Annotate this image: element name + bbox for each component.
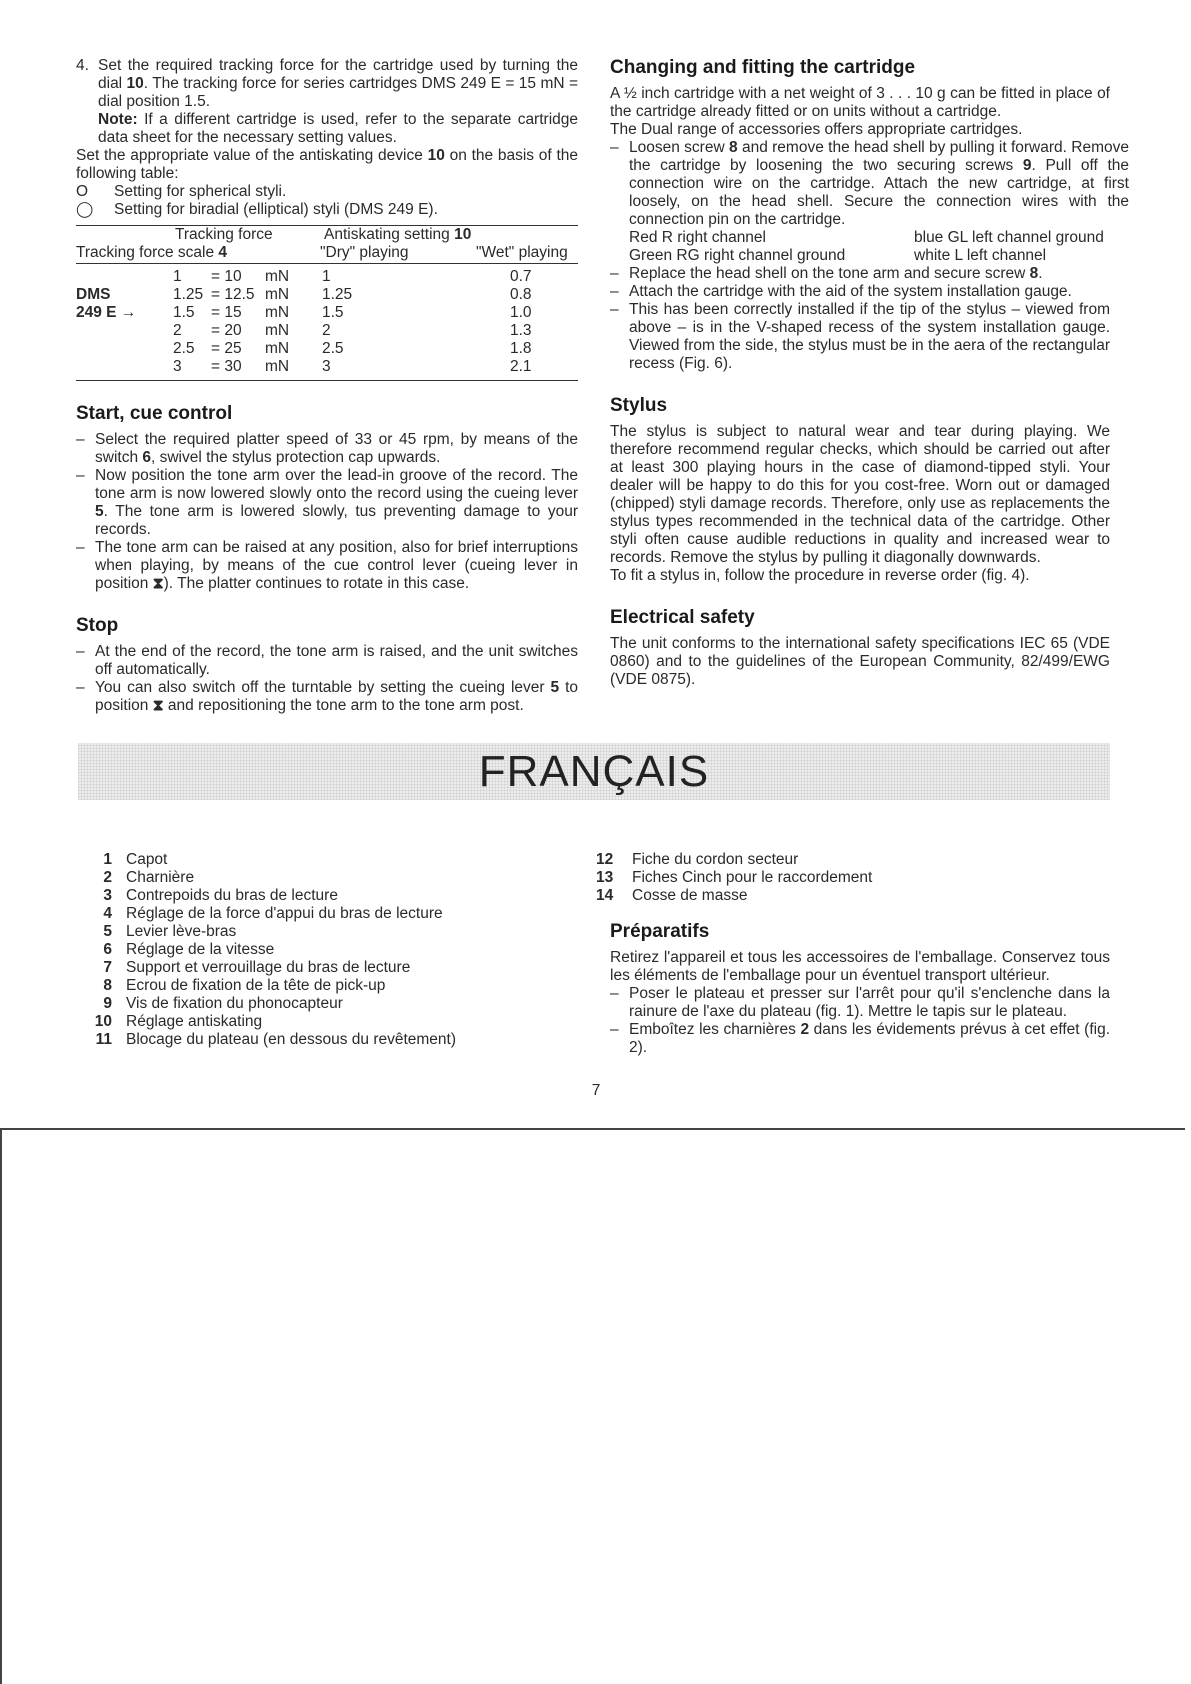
section-heading: Stylus [610, 395, 668, 416]
list-item: – Select the required platter speed of 33 or 45 rpm, by means of the switch 6, swivel the stylus protection cap upwards. [76, 431, 578, 466]
dms-label: DMS [76, 286, 111, 303]
list-item: 5 Levier lève-bras [103, 923, 237, 940]
list-item: – Loosen screw 8 and remove the head shell by pulling it forward. Remove the cartridge by loosening the two securing screws 9. Pull off the connection wire on the cartridge. Attach the new cartridge, at first loosely, on the head shell. Secure the connection wires with the connection pin on the cartridge. Red R right channel blue GL left channel ground Green RG right channel ground white L left channel [610, 139, 1130, 264]
list-item: 10 Réglage antiskating [94, 1013, 263, 1030]
ellipse-icon: ◯ [76, 201, 94, 218]
electrical-safety-section: Electrical safety The unit conforms to the international safety specifications IEC 65 (VDE 0860) and to the guidelines of the European Community, 82/499/EWG (VDE 0875). [610, 607, 1110, 688]
list-item: – Replace the head shell on the tone arm and secure screw 8. [610, 265, 1043, 282]
left-edge-rule [0, 1128, 2, 1684]
parts-list-right [596, 851, 1110, 905]
bottom-rule [0, 1128, 1185, 1130]
header-wet: "Wet" playing [470, 244, 578, 264]
header-antiskating: Antiskating setting 10 [324, 226, 472, 243]
list-item: – Emboîtez les charnières 2 dans les évidements prévus à cet effet (fig. 2). [610, 1021, 1111, 1056]
list-item: 14 Cosse de masse [596, 887, 748, 904]
table-row: 2 = 20 mN 2 1.3 [173, 322, 532, 339]
list-item: 1 Capot [103, 851, 168, 868]
cue-lever-icon: ⧗ [152, 697, 164, 714]
step-number: 4. [76, 57, 89, 74]
section-heading: Préparatifs [610, 921, 710, 942]
list-item: – You can also switch off the turntable by setting the cueing lever 5 to position ⧗ and repositioning the tone arm to the tone arm post. [76, 679, 579, 714]
dms-arrow-label: 249 E → [76, 304, 137, 321]
list-item: – Poser le plateau et presser sur l'arrêt pour qu'il s'enclenche dans la rainure de l'axe du plateau (fig. 1). Mettre le tapis sur le plateau. [610, 985, 1110, 1020]
header-scale: Tracking force scale 4 [76, 244, 320, 264]
list-item: 2 Charnière [103, 869, 195, 886]
french-right-column [596, 851, 1111, 1057]
section-heading: Changing and fitting the cartridge [610, 57, 916, 78]
section-heading: Electrical safety [610, 607, 755, 628]
header-tracking-force: Tracking force [175, 226, 273, 243]
list-item: – Now position the tone arm over the lead-in groove of the record. The tone arm is now lowered slowly onto the record using the cueing lever 5. The tone arm is lowered slowly, tus preventing damage to your records. [76, 467, 578, 538]
list-item: 8 Ecrou de fixation de la tête de pick-up [103, 977, 386, 994]
list-item: 12 Fiche du cordon secteur [596, 851, 799, 868]
list-item: 9 Vis de fixation du phonocapteur [103, 995, 343, 1012]
list-item: 11 Blocage du plateau (en dessous du revêtement) [95, 1031, 457, 1048]
table-row: 1 = 10 mN 1 0.7 [173, 268, 532, 285]
table-row: 2.5 = 25 mN 2.5 1.8 [173, 340, 532, 357]
cartridge-section: Changing and fitting the cartridge A ½ inch cartridge with a net weight of 3 . . . 10 g can be fitted in place of the cartridge already fitted or on units without a cartridge. The Dual range of accessories offers appropriate cartridges. – Loosen screw 8 and remove the head shell by pulling it forward. Remove the cartridge by loosening the two securing screws 9. Pull off the connection wire on the cartridge. Attach the new cartridge, at first loosely, on the head shell. Secure the connection wires with the connection pin on the cartridge. Red R right channel blue GL left channel ground Green RG right channel ground white L left channel – Replace the head shell on the tone arm and secure screw 8. – Attach the cartridge with the aid of the system installation gauge. – This has been correctly installed if the tip of the stylus – viewed from above – is in the V-shaped recess of the system installation gauge. Viewed from the side, the stylus must be in the aera of the rectangular recess (Fig. 6). [610, 57, 1130, 372]
step-4-note: Note: If a different cartridge is used, refer to the separate cartridge data sheet for the necessary setting values. [98, 111, 578, 146]
stylus-section: Stylus The stylus is subject to natural wear and tear during playing. We therefore recommend regular checks, which should be carried out after at least 300 playing hours in the case of diamond-tipped styli. Your dealer will be happy to do this for you cost-free. Worn out or damaged (chipped) styli damage records. Therefore, only use as replacements the stylus types recommended in the technical data of the cartridge. Other styli often cause audible reductions in quality and increased wear to records. Remove the stylus by pulling it diagonally downwards. To fit a stylus in, follow the procedure in reverse order (fig. 4). [610, 395, 1110, 584]
language-banner [78, 743, 1110, 800]
list-item: 13 Fiches Cinch pour le raccordement [596, 869, 873, 886]
list-item: – The tone arm can be raised at any position, also for brief interruptions when playing, by means of the cue control lever (cueing lever in position ⧗). The platter continues to rotate in this case. [76, 539, 578, 592]
list-item: 4 Réglage de la force d'appui du bras de lecture [103, 905, 443, 922]
preparatifs-section: Préparatifs Retirez l'appareil et tous les accessoires de l'emballage. Conservez tous les éléments de l'emballage pour un éventuel transport ultérieur. – Poser le plateau et presser sur l'arrêt pour qu'il s'enclenche dans la rainure de l'axe du plateau (fig. 1). Mettre le tapis sur le plateau. – Emboîtez les charnières 2 dans les évidements prévus à cet effet (fig. 2). [610, 921, 1111, 1056]
list-item: 3 Contrepoids du bras de lecture [103, 887, 338, 904]
list-item: – This has been correctly installed if the tip of the stylus – viewed from above – is in the V-shaped recess of the system installation gauge. Viewed from the side, the stylus must be in the aera of the rectangular recess (Fig. 6). [610, 301, 1110, 372]
spherical-option: O Setting for spherical styli. [76, 183, 287, 200]
list-item: – Attach the cartridge with the aid of the system installation gauge. [610, 283, 1072, 300]
table-row: 249 E → 1.5 = 15 mN 1.5 1.0 [76, 304, 532, 321]
tracking-force-table [76, 225, 578, 381]
antiskating-intro: Set the appropriate value of the antiskating device 10 on the basis of the following table: [76, 147, 578, 182]
list-item: 7 Support et verrouillage du bras de lecture [103, 959, 411, 976]
cue-lever-icon: ⧗ [152, 575, 164, 592]
table-row: DMS 1.25 = 12.5 mN 1.25 0.8 [76, 286, 532, 303]
section-heading: Stop [76, 615, 119, 636]
banner-label: FRANÇAIS [478, 746, 710, 796]
wire-color-grid: Red R right channel blue GL left channel ground Green RG right channel ground white L left channel [629, 229, 1104, 264]
circle-icon: O [76, 183, 89, 200]
left-column [76, 57, 578, 715]
table-row: 3 = 30 mN 3 2.1 [173, 358, 532, 375]
parts-list-left [82, 851, 582, 1049]
right-column [610, 57, 1130, 689]
list-item: – At the end of the record, the tone arm is raised, and the unit switches off automatically. [76, 643, 578, 678]
elliptical-option: ◯ Setting for biradial (elliptical) styli (DMS 249 E). [76, 201, 438, 218]
step-4 [76, 57, 578, 147]
stop-section [76, 615, 578, 715]
page-number: 7 [591, 1082, 601, 1099]
section-heading: Start, cue control [76, 403, 233, 424]
start-cue-section [76, 403, 578, 593]
step-4-text: Set the required tracking force for the cartridge used by turning the dial 10. The tracking force for series cartridges DMS 249 E = 15 mN = dial position 1.5. [98, 57, 579, 110]
header-dry: "Dry" playing [320, 244, 470, 264]
list-item: 6 Réglage de la vitesse [103, 941, 275, 958]
